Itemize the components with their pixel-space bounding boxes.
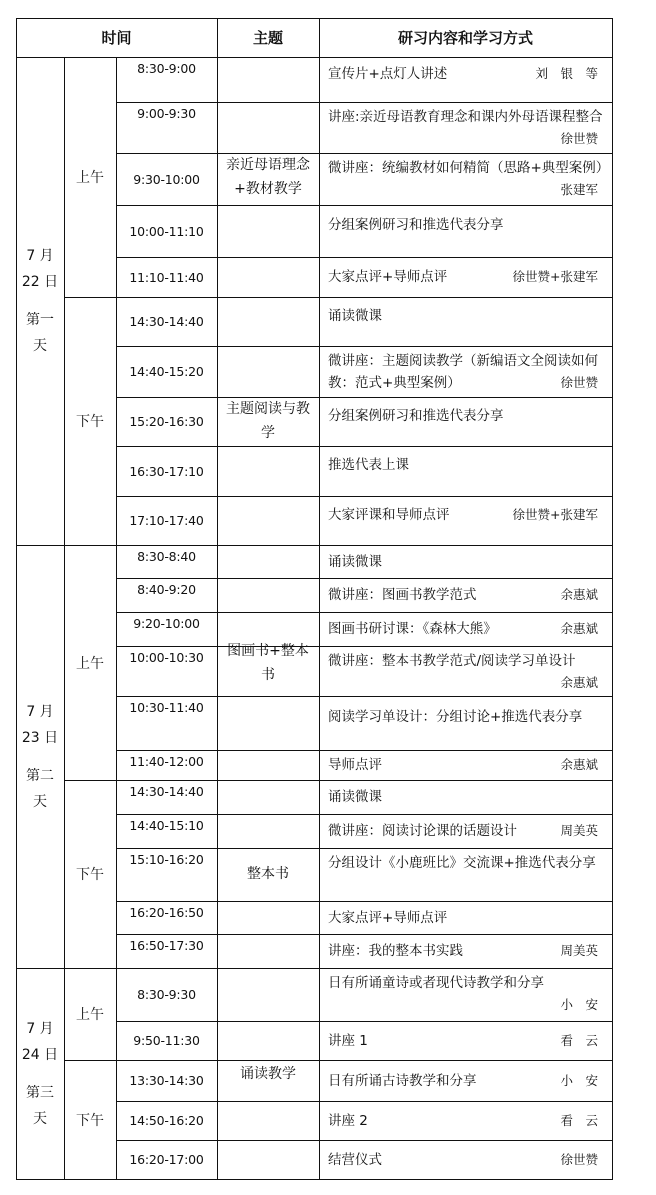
content-text bbox=[319, 646, 612, 694]
speaker-label: 小 安 bbox=[560, 1072, 598, 1088]
header-theme-label: 主题 bbox=[252, 29, 283, 47]
time-label: 9:20-10:00 bbox=[133, 616, 200, 631]
content-cell bbox=[319, 1060, 612, 1101]
content-text bbox=[319, 704, 612, 730]
content-label: 微讲座：整本书教学范式/阅读学习单设计 bbox=[328, 653, 576, 669]
content-cell bbox=[319, 612, 612, 646]
time-label: 16:20-17:00 bbox=[129, 1152, 204, 1167]
time-label: 10:00-11:10 bbox=[129, 223, 204, 239]
period-label: 下午 bbox=[76, 414, 104, 430]
content-cell bbox=[319, 848, 612, 901]
time-label: 16:30-17:10 bbox=[129, 463, 204, 479]
speaker-label: 小 安 bbox=[560, 997, 598, 1012]
content-text bbox=[319, 403, 612, 429]
time-label: 9:00-9:30 bbox=[137, 106, 196, 121]
content-cell bbox=[319, 934, 612, 968]
content-text bbox=[319, 848, 612, 874]
period-label: 上午 bbox=[76, 1007, 104, 1023]
content-cell bbox=[319, 968, 612, 1021]
day-cell bbox=[16, 57, 64, 545]
period-cell bbox=[64, 968, 116, 1060]
day-cell bbox=[16, 968, 64, 1179]
content-label: 微讲座：统编教材如何精简（思路+典型案例） bbox=[328, 160, 610, 176]
time-label: 8:30-8:40 bbox=[137, 549, 196, 564]
theme-label: 图画书+整本书 bbox=[227, 642, 309, 683]
content-cell bbox=[319, 57, 612, 102]
time-cell bbox=[116, 1101, 217, 1140]
period-cell bbox=[64, 57, 116, 297]
time-cell bbox=[116, 612, 217, 646]
content-label: 图画书研讨课：《森林大熊》 bbox=[328, 621, 497, 637]
speaker-label: 周美英 bbox=[560, 823, 598, 838]
content-label: 诵读微课 bbox=[328, 553, 382, 570]
time-label: 10:30-11:40 bbox=[129, 700, 204, 715]
theme-label: 主题阅读与教学 bbox=[226, 401, 310, 441]
speaker-label: 余惠斌 bbox=[560, 675, 598, 690]
content-text bbox=[319, 452, 612, 478]
content-cell bbox=[319, 545, 612, 578]
speaker-label: 周美英 bbox=[560, 943, 598, 958]
time-cell bbox=[116, 57, 217, 102]
table-border-right bbox=[612, 18, 613, 1180]
time-cell bbox=[116, 814, 217, 848]
content-text bbox=[319, 153, 612, 201]
content-text bbox=[319, 612, 612, 646]
content-cell bbox=[319, 205, 612, 257]
content-text bbox=[319, 814, 612, 848]
day-label-line: 7 月 bbox=[26, 1020, 54, 1037]
time-cell bbox=[116, 934, 217, 968]
content-cell bbox=[319, 780, 612, 814]
content-text bbox=[319, 1060, 612, 1101]
time-label: 14:30-14:40 bbox=[129, 784, 204, 799]
content-cell bbox=[319, 153, 612, 205]
content-label: 推选代表上课 bbox=[328, 457, 409, 473]
time-cell bbox=[116, 848, 217, 901]
theme-label: 诵读教学 bbox=[240, 1065, 296, 1082]
theme-cell bbox=[217, 545, 319, 780]
day-cell bbox=[16, 545, 64, 968]
period-cell bbox=[64, 297, 116, 545]
content-label: 讲座:亲近母语教育理念和课内外母语课程整合 bbox=[328, 109, 603, 125]
day-label-line: 天 bbox=[33, 338, 47, 354]
period-cell bbox=[64, 545, 116, 780]
content-label: 微讲座：阅读讨论课的话题设计 bbox=[328, 823, 517, 839]
time-label: 14:50-16:20 bbox=[129, 1113, 204, 1128]
time-cell bbox=[116, 750, 217, 780]
content-label: 日有所诵童诗或者现代诗教学和分享 bbox=[328, 975, 544, 991]
content-cell bbox=[319, 1101, 612, 1140]
content-label: 诵读微课 bbox=[328, 307, 382, 324]
content-cell bbox=[319, 257, 612, 297]
day-label-line: 7 月 bbox=[26, 248, 54, 264]
content-cell bbox=[319, 901, 612, 934]
day-label-line: 第一 bbox=[26, 312, 54, 328]
header-time bbox=[16, 18, 217, 57]
header-content bbox=[319, 18, 612, 57]
speaker-label: 徐世赞+张建军 bbox=[512, 506, 598, 522]
content-cell bbox=[319, 814, 612, 848]
content-cell bbox=[319, 1140, 612, 1179]
day-label-line: 23 日 bbox=[21, 729, 59, 746]
content-label: 讲座 2 bbox=[328, 1112, 368, 1129]
period-label: 下午 bbox=[76, 867, 104, 883]
speaker-label: 看 云 bbox=[560, 1112, 598, 1128]
time-cell bbox=[116, 901, 217, 934]
day-label-line: 第三 bbox=[26, 1084, 54, 1101]
speaker-label: 刘 银 等 bbox=[535, 65, 598, 81]
period-label: 下午 bbox=[76, 1112, 104, 1129]
content-text bbox=[319, 502, 612, 528]
speaker-label: 徐世赞+张建军 bbox=[512, 269, 598, 284]
speaker-label: 张建军 bbox=[560, 182, 598, 197]
speaker-label: 余惠斌 bbox=[560, 587, 598, 602]
content-text bbox=[319, 257, 612, 297]
content-cell bbox=[319, 646, 612, 696]
content-cell bbox=[319, 446, 612, 496]
content-label: 结营仪式 bbox=[328, 1151, 382, 1168]
content-cell bbox=[319, 346, 612, 397]
time-label: 14:40-15:10 bbox=[129, 818, 204, 833]
theme-cell bbox=[217, 57, 319, 297]
period-label: 上午 bbox=[76, 170, 104, 186]
time-label: 9:50-11:30 bbox=[133, 1033, 200, 1048]
content-label: 大家点评+导师点评 bbox=[328, 269, 448, 285]
day-label-line: 天 bbox=[33, 793, 47, 810]
content-text bbox=[319, 303, 612, 329]
content-text bbox=[319, 934, 612, 968]
speaker-label: 余惠斌 bbox=[560, 621, 598, 636]
time-cell bbox=[116, 1140, 217, 1179]
time-label: 8:30-9:30 bbox=[137, 987, 196, 1002]
content-text bbox=[319, 545, 612, 578]
time-cell bbox=[116, 646, 217, 696]
content-label: 阅读学习单设计：分组讨论+推选代表分享 bbox=[328, 709, 583, 725]
time-cell bbox=[116, 578, 217, 612]
time-cell bbox=[116, 297, 217, 346]
content-text bbox=[319, 212, 612, 238]
content-cell bbox=[319, 750, 612, 780]
theme-label: 整本书 bbox=[247, 866, 289, 882]
day-label-line: 第二 bbox=[26, 767, 54, 784]
content-cell bbox=[319, 696, 612, 750]
time-label: 8:40-9:20 bbox=[137, 582, 196, 597]
time-cell bbox=[116, 153, 217, 205]
time-label: 16:20-16:50 bbox=[129, 905, 204, 920]
period-label: 上午 bbox=[76, 655, 104, 672]
theme-label: 亲近母语理念+教材教学 bbox=[226, 157, 310, 197]
time-label: 8:30-9:00 bbox=[137, 61, 196, 76]
time-cell bbox=[116, 346, 217, 397]
time-label: 15:20-16:30 bbox=[129, 414, 204, 429]
content-cell bbox=[319, 1021, 612, 1060]
theme-cell bbox=[217, 297, 319, 545]
time-cell bbox=[116, 545, 217, 578]
theme-cell bbox=[217, 968, 319, 1179]
content-text bbox=[319, 1140, 612, 1179]
content-cell bbox=[319, 102, 612, 153]
content-label: 微讲座：主题阅读教学（新编语文全阅读如何教：范式+典型案例） bbox=[328, 353, 598, 391]
content-text bbox=[319, 968, 612, 1016]
speaker-label: 看 云 bbox=[560, 1032, 598, 1048]
speaker-label: 余惠斌 bbox=[560, 757, 598, 772]
day-label-line: 天 bbox=[33, 1110, 47, 1127]
time-label: 16:50-17:30 bbox=[129, 938, 204, 953]
content-text bbox=[319, 750, 612, 780]
day-label-line: 7 月 bbox=[26, 703, 54, 720]
time-cell bbox=[116, 968, 217, 1021]
content-text bbox=[319, 780, 612, 814]
content-label: 日有所诵古诗教学和分享 bbox=[328, 1072, 477, 1089]
content-label: 分组设计《小鹿班比》交流课+推选代表分享 bbox=[328, 855, 596, 871]
theme-cell bbox=[217, 780, 319, 968]
content-text bbox=[319, 578, 612, 612]
content-text bbox=[319, 1021, 612, 1060]
period-cell bbox=[64, 780, 116, 968]
content-label: 大家点评+导师点评 bbox=[328, 909, 448, 926]
speaker-label: 徐世赞 bbox=[560, 1151, 598, 1167]
speaker-label: 徐世赞 bbox=[560, 375, 598, 390]
content-label: 大家评课和导师点评 bbox=[328, 506, 450, 523]
time-cell bbox=[116, 780, 217, 814]
header-time-label: 时间 bbox=[101, 29, 132, 47]
content-label: 分组案例研习和推选代表分享 bbox=[328, 217, 504, 233]
time-cell bbox=[116, 205, 217, 257]
content-text bbox=[319, 61, 612, 87]
time-cell bbox=[116, 102, 217, 153]
time-label: 14:40-15:20 bbox=[129, 364, 204, 379]
time-label: 10:00-10:30 bbox=[129, 650, 204, 665]
content-cell bbox=[319, 496, 612, 545]
period-cell bbox=[64, 1060, 116, 1179]
time-cell bbox=[116, 696, 217, 750]
content-label: 宣传片+点灯人讲述 bbox=[328, 65, 448, 82]
time-label: 11:40-12:00 bbox=[129, 754, 204, 769]
content-cell bbox=[319, 578, 612, 612]
time-cell bbox=[116, 257, 217, 297]
content-label: 讲座 1 bbox=[328, 1032, 368, 1049]
content-label: 讲座：我的整本书实践 bbox=[328, 943, 463, 959]
time-label: 13:30-14:30 bbox=[129, 1073, 204, 1088]
time-cell bbox=[116, 446, 217, 496]
content-cell bbox=[319, 397, 612, 446]
day-label-line: 24 日 bbox=[21, 1046, 59, 1063]
time-cell bbox=[116, 496, 217, 545]
content-text bbox=[319, 346, 612, 394]
time-cell bbox=[116, 1021, 217, 1060]
speaker-label: 徐世赞 bbox=[560, 131, 598, 146]
content-text bbox=[319, 901, 612, 934]
time-label: 17:10-17:40 bbox=[129, 513, 204, 528]
header-content-label: 研习内容和学习方式 bbox=[397, 29, 533, 47]
time-cell bbox=[116, 1060, 217, 1101]
time-cell bbox=[116, 397, 217, 446]
header-theme bbox=[217, 18, 319, 57]
content-text bbox=[319, 102, 612, 150]
content-label: 微讲座：图画书教学范式 bbox=[328, 587, 477, 603]
content-label: 诵读微课 bbox=[328, 789, 382, 805]
time-label: 11:10-11:40 bbox=[129, 269, 204, 285]
content-label: 导师点评 bbox=[328, 757, 382, 773]
time-label: 14:30-14:40 bbox=[129, 314, 204, 329]
content-cell bbox=[319, 297, 612, 346]
content-text bbox=[319, 1101, 612, 1140]
time-label: 15:10-16:20 bbox=[129, 852, 204, 867]
time-label: 9:30-10:00 bbox=[133, 171, 200, 187]
day-label-line: 22 日 bbox=[21, 274, 59, 290]
table-border-bottom bbox=[16, 1179, 613, 1180]
content-label: 分组案例研习和推选代表分享 bbox=[328, 407, 504, 424]
